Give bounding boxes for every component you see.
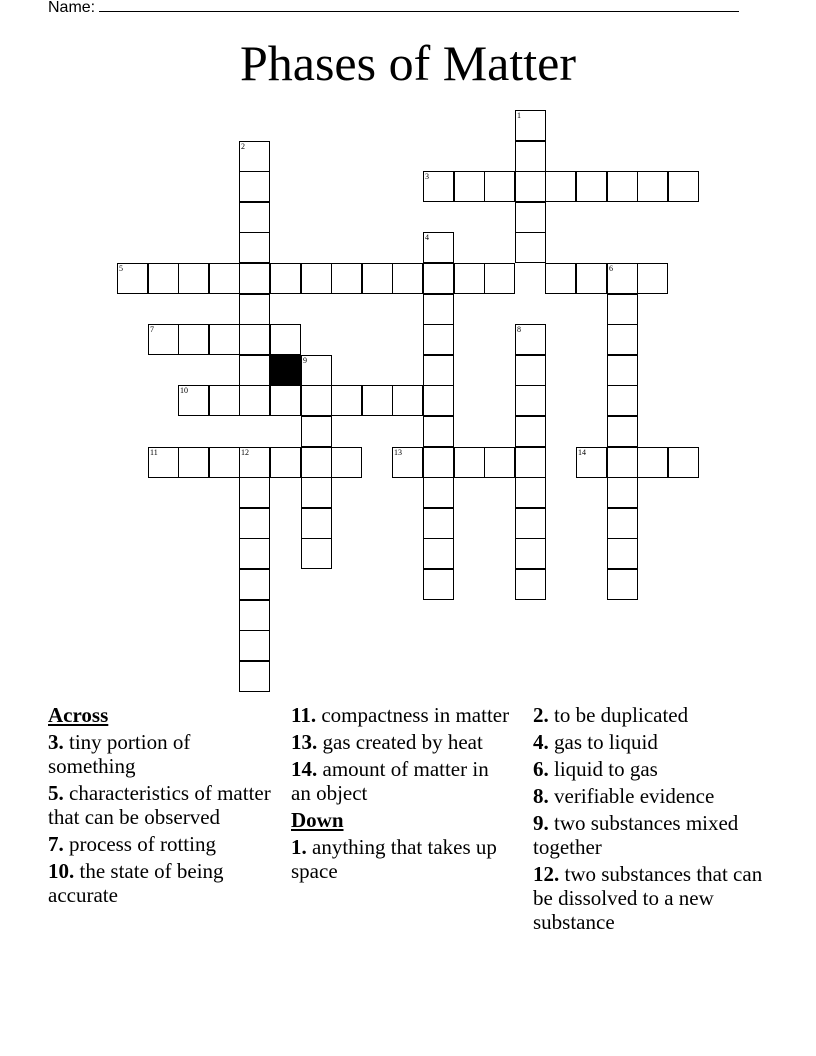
clue-column-3 xyxy=(533,703,773,937)
grid-cell[interactable] xyxy=(607,324,638,355)
grid-cell[interactable] xyxy=(454,171,485,202)
grid-cell[interactable] xyxy=(454,263,485,294)
grid-cell[interactable] xyxy=(392,385,423,416)
grid-cell[interactable] xyxy=(607,416,638,447)
cell-number: 2 xyxy=(241,142,245,151)
cell-number: 13 xyxy=(394,448,402,457)
grid-cell[interactable] xyxy=(148,447,179,478)
grid-cell[interactable] xyxy=(239,355,270,386)
grid-cell[interactable] xyxy=(239,141,270,172)
grid-cell[interactable] xyxy=(637,171,668,202)
grid-cell[interactable] xyxy=(637,263,668,294)
grid-cell[interactable] xyxy=(515,447,546,478)
clue-text: compactness in matter xyxy=(316,703,510,727)
cell-number: 10 xyxy=(180,386,188,395)
across-clue xyxy=(48,781,283,829)
grid-cell[interactable] xyxy=(209,447,240,478)
grid-cell[interactable] xyxy=(301,477,332,508)
cell-number: 5 xyxy=(119,264,123,273)
across-clue xyxy=(48,730,283,778)
cell-number: 7 xyxy=(150,325,154,334)
grid-cell[interactable] xyxy=(392,447,423,478)
grid-cell[interactable] xyxy=(576,447,607,478)
across-clue xyxy=(48,832,283,856)
grid-cell[interactable] xyxy=(301,263,332,294)
clue-text: two substances mixed together xyxy=(533,811,739,859)
grid-cell[interactable] xyxy=(423,477,454,508)
clue-text: amount of matter in an object xyxy=(291,757,489,805)
grid-cell[interactable] xyxy=(576,263,607,294)
down-clue xyxy=(533,703,773,727)
clue-text: anything that takes up space xyxy=(291,835,497,883)
down-clue xyxy=(533,730,773,754)
grid-cell[interactable] xyxy=(515,508,546,539)
grid-cell[interactable] xyxy=(545,263,576,294)
grid-cell[interactable] xyxy=(331,385,362,416)
grid-cell[interactable] xyxy=(484,263,515,294)
grid-cell[interactable] xyxy=(423,294,454,325)
grid-cell[interactable] xyxy=(239,569,270,600)
cell-number: 14 xyxy=(578,448,586,457)
grid-cell[interactable] xyxy=(362,263,393,294)
grid-cell[interactable] xyxy=(270,447,301,478)
grid-cell[interactable] xyxy=(239,600,270,631)
clue-column-2 xyxy=(291,703,511,886)
down-clue xyxy=(533,811,773,859)
grid-cell[interactable] xyxy=(301,416,332,447)
across-heading: Across xyxy=(48,703,109,727)
across-clue xyxy=(291,757,511,805)
grid-cell-blocked xyxy=(270,355,301,386)
grid-cell[interactable] xyxy=(607,447,638,478)
grid-cell[interactable] xyxy=(331,263,362,294)
clue-text: tiny portion of something xyxy=(48,730,191,778)
grid-cell[interactable] xyxy=(239,232,270,263)
clue-number: 11. xyxy=(291,703,317,727)
grid-cell[interactable] xyxy=(301,355,332,386)
clue-number: 14. xyxy=(291,757,318,781)
grid-cell[interactable] xyxy=(239,385,270,416)
clue-text: characteristics of matter that can be observed xyxy=(48,781,271,829)
cell-number: 12 xyxy=(241,448,249,457)
grid-cell[interactable] xyxy=(607,385,638,416)
grid-cell[interactable] xyxy=(178,385,209,416)
grid-cell[interactable] xyxy=(270,263,301,294)
clue-column-1 xyxy=(48,703,283,910)
clue-number: 1. xyxy=(291,835,307,859)
grid-cell[interactable] xyxy=(178,447,209,478)
grid-cell[interactable] xyxy=(637,447,668,478)
name-label: Name: xyxy=(48,0,96,16)
down-clue xyxy=(533,862,773,934)
clue-number: 6. xyxy=(533,757,549,781)
clue-number: 3. xyxy=(48,730,64,754)
across-clue xyxy=(291,730,511,754)
grid-cell[interactable] xyxy=(270,324,301,355)
down-clue xyxy=(291,835,511,883)
grid-cell[interactable] xyxy=(515,232,546,263)
clue-number: 12. xyxy=(533,862,560,886)
clue-text: verifiable evidence xyxy=(548,784,715,808)
grid-cell[interactable] xyxy=(239,294,270,325)
grid-cell[interactable] xyxy=(607,263,638,294)
cell-number: 3 xyxy=(425,172,429,181)
grid-cell[interactable] xyxy=(545,171,576,202)
down-clue xyxy=(533,757,773,781)
grid-cell[interactable] xyxy=(423,538,454,569)
grid-cell[interactable] xyxy=(270,385,301,416)
grid-cell[interactable] xyxy=(239,661,270,692)
grid-cell[interactable] xyxy=(454,447,485,478)
grid-cell[interactable] xyxy=(239,263,270,294)
clue-number: 9. xyxy=(533,811,549,835)
grid-cell[interactable] xyxy=(178,324,209,355)
clue-number: 10. xyxy=(48,859,75,883)
grid-cell[interactable] xyxy=(515,477,546,508)
grid-cell[interactable] xyxy=(607,355,638,386)
grid-cell[interactable] xyxy=(515,110,546,141)
grid-cell[interactable] xyxy=(515,538,546,569)
grid-cell[interactable] xyxy=(301,508,332,539)
cell-number: 9 xyxy=(303,356,307,365)
grid-cell[interactable] xyxy=(239,477,270,508)
grid-cell[interactable] xyxy=(148,324,179,355)
clue-text: two substances that can be dissolved to a new substance xyxy=(533,862,763,934)
grid-cell[interactable] xyxy=(423,263,454,294)
grid-cell[interactable] xyxy=(668,447,699,478)
grid-cell[interactable] xyxy=(423,355,454,386)
grid-cell[interactable] xyxy=(301,447,332,478)
grid-cell[interactable] xyxy=(668,171,699,202)
clue-number: 13. xyxy=(291,730,318,754)
grid-cell[interactable] xyxy=(423,569,454,600)
grid-cell[interactable] xyxy=(423,508,454,539)
grid-cell[interactable] xyxy=(423,385,454,416)
page-title: Phases of Matter xyxy=(239,35,577,91)
cell-number: 11 xyxy=(150,448,158,457)
grid-cell[interactable] xyxy=(515,355,546,386)
grid-cell[interactable] xyxy=(239,324,270,355)
grid-cell[interactable] xyxy=(484,447,515,478)
cell-number: 6 xyxy=(609,264,613,273)
grid-cell[interactable] xyxy=(148,263,179,294)
grid-cell[interactable] xyxy=(515,385,546,416)
grid-cell[interactable] xyxy=(576,171,607,202)
grid-cell[interactable] xyxy=(423,324,454,355)
grid-cell[interactable] xyxy=(239,508,270,539)
cell-number: 8 xyxy=(517,325,521,334)
grid-cell[interactable] xyxy=(515,171,546,202)
grid-cell[interactable] xyxy=(515,416,546,447)
grid-cell[interactable] xyxy=(209,385,240,416)
clue-number: 7. xyxy=(48,832,64,856)
grid-cell[interactable] xyxy=(209,263,240,294)
grid-cell[interactable] xyxy=(239,538,270,569)
clue-number: 4. xyxy=(533,730,549,754)
clue-text: the state of being accurate xyxy=(48,859,224,907)
clue-text: process of rotting xyxy=(63,832,216,856)
grid-cell[interactable] xyxy=(423,171,454,202)
grid-cell[interactable] xyxy=(239,447,270,478)
grid-cell[interactable] xyxy=(301,385,332,416)
grid-cell[interactable] xyxy=(607,569,638,600)
grid-cell[interactable] xyxy=(178,263,209,294)
clue-number: 2. xyxy=(533,703,549,727)
grid-cell[interactable] xyxy=(515,569,546,600)
grid-cell[interactable] xyxy=(301,538,332,569)
grid-cell[interactable] xyxy=(607,508,638,539)
grid-cell[interactable] xyxy=(607,294,638,325)
grid-cell[interactable] xyxy=(515,324,546,355)
down-heading: Down xyxy=(291,808,344,832)
grid-cell[interactable] xyxy=(515,202,546,233)
clue-text: gas created by heat xyxy=(317,730,483,754)
grid-cell[interactable] xyxy=(392,263,423,294)
clue-number: 8. xyxy=(533,784,549,808)
clue-number: 5. xyxy=(48,781,64,805)
cell-number: 1 xyxy=(517,111,521,120)
clue-text: to be duplicated xyxy=(548,703,689,727)
grid-cell[interactable] xyxy=(423,416,454,447)
across-clue xyxy=(48,859,283,907)
grid-cell[interactable] xyxy=(515,141,546,172)
grid-cell[interactable] xyxy=(239,630,270,661)
clues-section xyxy=(0,703,816,1003)
grid-cell[interactable] xyxy=(607,477,638,508)
grid-cell[interactable] xyxy=(423,232,454,263)
across-clue xyxy=(291,703,511,727)
clue-text: gas to liquid xyxy=(548,730,658,754)
grid-cell[interactable] xyxy=(117,263,148,294)
grid-cell[interactable] xyxy=(331,447,362,478)
grid-cell[interactable] xyxy=(362,385,393,416)
grid-cell[interactable] xyxy=(239,202,270,233)
grid-cell[interactable] xyxy=(423,447,454,478)
grid-cell[interactable] xyxy=(239,171,270,202)
grid-cell[interactable] xyxy=(484,171,515,202)
cell-number: 4 xyxy=(425,233,429,242)
clue-text: liquid to gas xyxy=(548,757,658,781)
grid-cell[interactable] xyxy=(607,171,638,202)
down-clue xyxy=(533,784,773,808)
grid-cell[interactable] xyxy=(607,538,638,569)
grid-cell[interactable] xyxy=(209,324,240,355)
